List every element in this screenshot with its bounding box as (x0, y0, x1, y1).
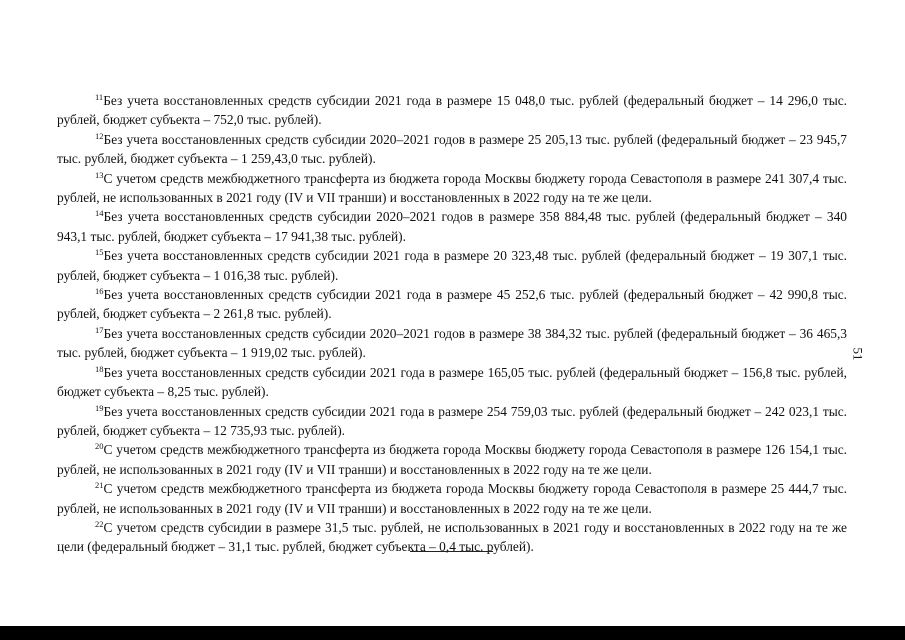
footnote-text: Без учета восстановленных средств субсидии 2021 года в размере 254 759,03 тыс. рублей (федеральный бюджет – 242 023,1 тыс. рублей, бюджет субъекта – 12 735,93 тыс. рублей). (57, 403, 847, 438)
page-number: 51 (850, 347, 866, 361)
footnote-text: Без учета восстановленных средств субсидии 2020–2021 годов в размере 358 884,48 тыс. рублей (федеральный бюджет – 340 943,1 тыс. рублей, бюджет субъекта – 17 941,38 тыс. рублей). (57, 209, 847, 244)
footnote-number: 15 (95, 247, 104, 258)
footnote (57, 91, 847, 130)
footnote-number: 12 (95, 130, 104, 141)
footnote-number: 19 (95, 402, 104, 413)
footnote-text: Без учета восстановленных средств субсидии 2020–2021 годов в размере 38 384,32 тыс. рублей (федеральный бюджет – 36 465,3 тыс. рублей, бюджет субъекта – 1 919,02 тыс. рублей). (57, 325, 847, 361)
footnote (57, 402, 847, 441)
footnotes-block (57, 91, 847, 557)
footnote (57, 479, 847, 518)
footnote (57, 285, 847, 324)
footnote-number: 22 (95, 518, 104, 529)
footnote-text: Без учета восстановленных средств субсидии 2021 года в размере 165,05 тыс. рублей (федеральный бюджет – 156,8 тыс. рублей, бюджет субъекта – 8,25 тыс. рублей). (57, 364, 847, 400)
footnote-text: Без учета восстановленных средств субсидии 2020–2021 годов в размере 25 205,13 тыс. рублей (федеральный бюджет – 23 945,7 тыс. рублей, бюджет субъекта – 1 259,43,0 тыс. рублей). (57, 131, 847, 167)
footnote-text: Без учета восстановленных средств субсидии 2021 года в размере 15 048,0 тыс. рублей (федеральный бюджет – 14 296,0 тыс. рублей, бюджет субъекта – 752,0 тыс. рублей). (57, 93, 847, 128)
footnote (57, 363, 847, 402)
footnote-text: С учетом средств субсидии в размере 31,5 тыс. рублей, не использованных в 2021 году и восстановленных в 2022 году на те же цели (федеральный бюджет – 31,1 тыс. рублей, бюджет субъекта – 0,4 тыс. рублей). (57, 519, 847, 555)
footnote-number: 11 (95, 92, 104, 102)
footnote (57, 324, 847, 363)
footnote-number: 20 (95, 441, 104, 452)
footnote (57, 246, 847, 285)
footnote (57, 440, 847, 479)
footnote-number: 14 (95, 208, 104, 219)
footnote-number: 13 (95, 169, 104, 180)
footnote (57, 169, 847, 208)
footnote (57, 207, 847, 246)
footnote-number: 17 (95, 324, 104, 335)
footnote-text: С учетом средств межбюджетного трансферта из бюджета города Москвы бюджету города Севастополя в размере 25 444,7 тыс. рублей, не использованных в 2021 году (IV и VII транши) и восстановленных в 2022 году на те же цели. (57, 481, 847, 516)
footnote-end-rule (410, 551, 493, 552)
scan-bottom-edge (0, 626, 905, 640)
footnote-text: С учетом средств межбюджетного трансферта из бюджета города Москвы бюджету города Севастополя в размере 126 154,1 тыс. рублей, не использованных в 2021 году (IV и VII транши) и восстановленных в 2022 году на те же цели. (57, 442, 847, 477)
footnote-number: 21 (95, 480, 104, 491)
footnote-number: 16 (95, 286, 104, 297)
footnote (57, 130, 847, 169)
footnote-text: Без учета восстановленных средств субсидии 2021 года в размере 45 252,6 тыс. рублей (федеральный бюджет – 42 990,8 тыс. рублей, бюджет субъекта – 2 261,8 тыс. рублей). (57, 287, 847, 322)
footnote-number: 18 (95, 363, 104, 374)
footnote-text: Без учета восстановленных средств субсидии 2021 года в размере 20 323,48 тыс. рублей (федеральный бюджет – 19 307,1 тыс. рублей, бюджет субъекта – 1 016,38 тыс. рублей). (57, 248, 847, 283)
footnote-text: С учетом средств межбюджетного трансферта из бюджета города Москвы бюджету города Севастополя в размере 241 307,4 тыс. рублей, не использованных в 2021 году (IV и VII транши) и восстановленных в 2022 году на те же цели. (57, 170, 847, 206)
